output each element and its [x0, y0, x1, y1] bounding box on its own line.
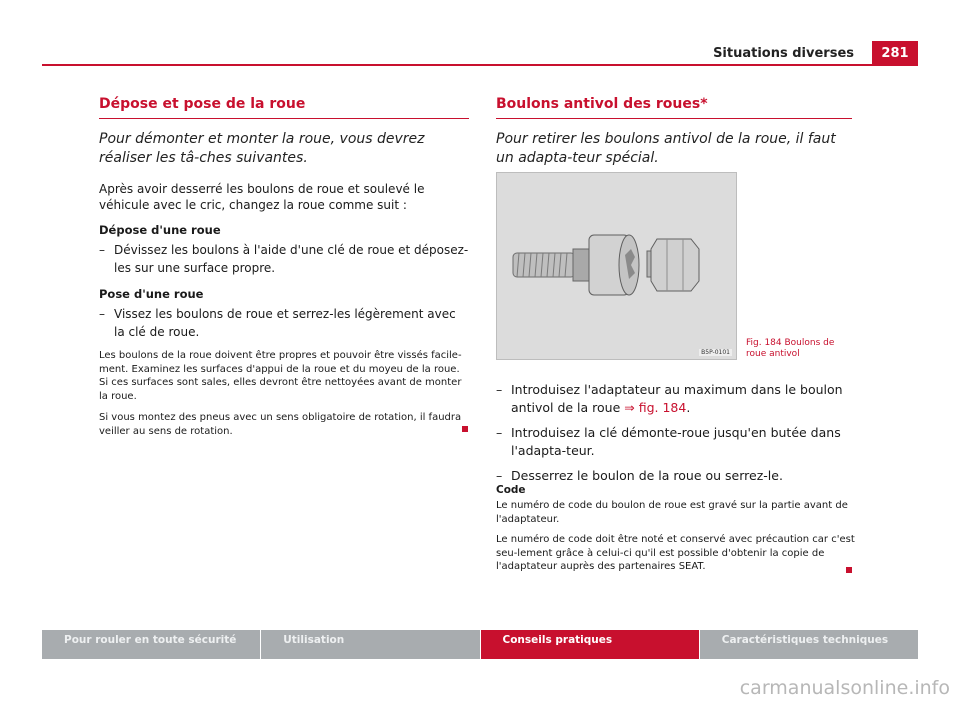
section-title-wheel: Dépose et pose de la roue — [99, 96, 469, 119]
tab-safety[interactable]: Pour rouler en toute sécurité — [42, 630, 261, 659]
step-insert-wrench — [496, 424, 856, 460]
header-rule — [42, 64, 918, 66]
step-loosen — [496, 467, 856, 485]
right-intro: Pour retirer les boulons antivol de la roue, il faut un adapta-teur spécial. — [496, 131, 836, 166]
left-paragraph: Après avoir desserré les boulons de roue et soulevé le véhicule avec le cric, changez la roue comme suit : — [99, 182, 425, 212]
right-column — [496, 96, 852, 168]
step-dash: – — [99, 243, 105, 257]
step-text: Introduisez la clé démonte-roue jusqu'en butée dans l'adapta-teur. — [511, 425, 841, 458]
tab-practical-tips[interactable]: Conseils pratiques — [481, 630, 700, 659]
step-dash: – — [496, 468, 503, 483]
subhead-code: Code — [496, 484, 526, 496]
step-text: Vissez les boulons de roue et serrez-les légèrement avec la clé de roue. — [114, 307, 456, 339]
step-insert-adapter — [496, 381, 856, 417]
note-rotation: Si vous montez des pneus avec un sens obligatoire de rotation, il faudra veiller au sens de rotation. — [99, 412, 462, 437]
footer-nav — [42, 630, 918, 659]
step-install — [99, 305, 469, 341]
section-title-antitheft: Boulons antivol des roues* — [496, 96, 852, 119]
figure-caption: Fig. 184 Boulons de roue antivol — [746, 338, 835, 359]
page-number: 281 — [872, 41, 918, 66]
left-column — [99, 96, 469, 438]
running-header-title: Situations diverses — [713, 46, 854, 61]
end-marker — [462, 426, 468, 432]
note-bolts: Les boulons de la roue doivent être propres et pouvoir être vissés facile-ment. Examinez les surfaces d'appui de la roue et du moyeu de la roue. Si ces surfaces sont sales, elles devront être nettoyées avant de monter la roue. — [99, 350, 462, 402]
step-dash: – — [496, 425, 503, 440]
figure-antitheft-bolts — [496, 172, 737, 360]
step-text: Introduisez l'adaptateur au maximum dans le boulon antivol de la roue — [511, 382, 843, 415]
subhead-removal: Dépose d'une roue — [99, 223, 221, 237]
tab-usage[interactable]: Utilisation — [261, 630, 480, 659]
figure-link[interactable]: ⇒ fig. 184 — [624, 400, 687, 415]
antitheft-steps — [496, 374, 856, 485]
end-marker — [846, 567, 852, 573]
bolts-illustration — [497, 173, 736, 359]
tab-technical-specs[interactable]: Caractéristiques techniques — [700, 630, 918, 659]
step-text-end: . — [686, 400, 691, 415]
code-section — [496, 484, 856, 574]
figure-code: B5P-0101 — [701, 349, 730, 356]
step-text: Desserrez le boulon de la roue ou serrez-le. — [511, 468, 783, 483]
step-text: Dévissez les boulons à l'aide d'une clé de roue et déposez-les sur une surface propre. — [114, 243, 469, 275]
watermark: carmanualsonline.info — [739, 677, 950, 699]
subhead-install: Pose d'une roue — [99, 287, 204, 301]
step-dash: – — [99, 307, 105, 321]
code-note-1: Le numéro de code du boulon de roue est gravé sur la partie avant de l'adaptateur. — [496, 500, 848, 525]
left-intro: Pour démonter et monter la roue, vous devrez réaliser les tâ-ches suivantes. — [99, 131, 425, 166]
code-note-2: Le numéro de code doit être noté et conservé avec précaution car c'est seu-lement grâce à celui-ci qu'il est possible d'obtenir la copie de l'adaptateur auprès des partenaires SEAT. — [496, 534, 855, 572]
step-removal — [99, 241, 469, 277]
step-dash: – — [496, 382, 503, 397]
